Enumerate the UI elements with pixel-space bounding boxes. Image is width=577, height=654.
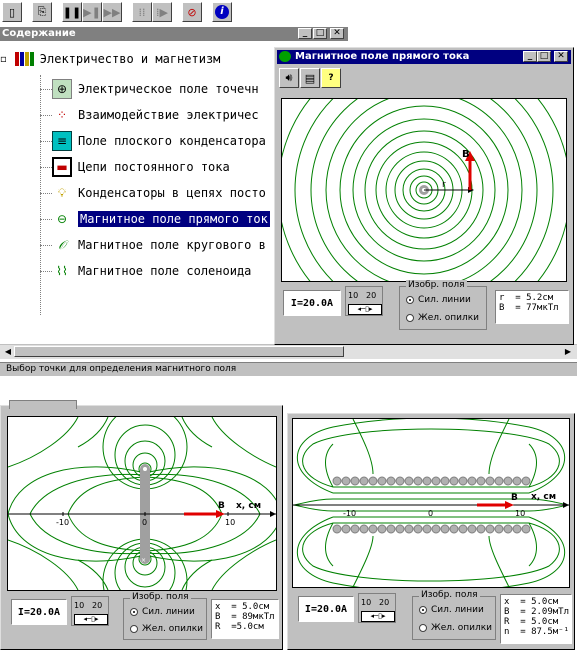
loop-current-display: I=20.0A [11,599,67,625]
readout-b: B = 77мкТл [499,303,559,313]
solenoid-icon: ⌇⌇ [56,264,68,278]
slider-max-label: 20 [366,291,377,300]
tree-item-capacitor-field[interactable] [40,128,266,154]
group-title: Изобр. поля [421,590,478,600]
point-charge-icon: ⊕ [52,79,72,99]
slider-min-label: 10 [74,601,85,610]
tree-root[interactable] [0,49,220,69]
bulb-icon: 💡︎ [57,185,67,200]
pause-icon[interactable]: ❚❚ [62,2,82,22]
loop-window [0,405,283,650]
contents-close-button[interactable]: ✕ [330,28,344,39]
axis-label: x, см [531,492,557,502]
readout-x: x = 5.0см [215,602,270,612]
loop-field-svg[interactable] [8,417,276,590]
radio-lines[interactable] [419,605,484,615]
radio-lines[interactable] [406,295,471,305]
solenoid-field-svg[interactable] [293,419,569,587]
contents-titlebar [0,27,348,41]
capacitor-icon: ≡ [52,131,72,151]
readout-R: R = 5.0см [504,617,559,627]
x-axis-arrow [270,511,276,517]
radius-label: r [442,180,446,190]
wire-field-canvas[interactable] [281,98,567,282]
toolbar [0,0,577,26]
solenoid-readout [500,594,572,644]
step-icon[interactable]: ▶❚ [82,2,102,22]
solenoid-field-mode-group [412,590,496,640]
tree-item-label: Электрическое поле точечн [78,82,259,96]
scroll-left-button[interactable]: ◀ [4,347,12,356]
readout-b: B = 89мкТл [215,612,275,622]
solenoid-current-slider[interactable] [358,593,396,623]
axis-label: x, см [236,501,262,511]
tree-item-straight-wire[interactable] [40,206,270,232]
svg-text:×: × [141,557,147,564]
solenoid-coils-bottom [333,525,530,533]
status-bar [0,362,577,376]
book-icon[interactable]: ⎘ [32,2,52,22]
tree-item-circular-loop[interactable] [40,232,266,258]
tree-item-label: Магнитное поле соленоида [78,264,252,278]
tick-zero: 0 [142,518,148,527]
radio-lines[interactable] [130,607,195,617]
slider-track[interactable]: ◂─▯▸ [361,611,395,622]
contents-minimize-button[interactable]: _ [298,28,312,39]
radio-lines-label: Сил. линии [142,607,195,617]
radio-filings[interactable] [419,623,492,633]
loop-b-label: B [218,501,225,511]
tree-item-label: Магнитное поле кругового в [78,238,266,252]
wire-field-mode-group [399,280,487,330]
tree-item-dc-circuits[interactable] [40,154,230,180]
charges-icon: ⁘ [56,108,68,122]
radio-filings[interactable] [130,624,203,634]
tick-zero: 0 [428,509,434,518]
loop-current-slider[interactable] [71,596,109,626]
status-text: Выбор точки для определения магнитного поля [6,364,237,374]
slider-track[interactable]: ◂─▯▸ [74,614,108,625]
tree-item-charge-interaction[interactable] [40,102,259,128]
fast-forward-icon[interactable]: ▶▶ [102,2,122,22]
tree-item-point-charge[interactable] [40,76,259,102]
readout-R: R =5.0см [215,622,264,632]
notes-icon[interactable]: ▤ [300,68,320,88]
tick-pos: 10 [225,518,236,527]
tree-root-label: Электричество и магнетизм [39,52,221,66]
step-back-icon[interactable]: ⁞⁞ [132,2,152,22]
radio-filings-label: Жел. опилки [418,313,479,323]
tree-item-capacitor-circuits[interactable] [40,180,266,206]
scroll-right-button[interactable]: ▶ [564,347,572,356]
solenoid-window [287,413,575,650]
wire-field-svg[interactable] [282,99,566,281]
loop-tabs [9,400,77,409]
wire-window-title: Магнитное поле прямого тока [295,51,470,62]
solenoid-coils-top [333,477,530,485]
tick-neg: -10 [343,509,357,518]
wire-current-slider[interactable] [345,286,383,316]
slider-max-label: 20 [92,601,103,610]
wire-maximize-button[interactable]: □ [537,51,551,62]
loop-icon: 𝒪 [58,237,66,252]
group-title: Изобр. поля [132,592,189,602]
help-icon[interactable]: ? [321,68,341,88]
contents-title: Содержание [2,28,76,39]
contents-maximize-button[interactable]: □ [313,28,327,39]
radio-lines-label: Сил. линии [418,295,471,305]
tick-pos: 10 [515,509,526,518]
slider-track[interactable]: ◂─▯▸ [348,304,382,315]
readout-x: x = 5.0см [504,597,559,607]
solenoid-current-display: I=20.0A [298,596,354,622]
tree-item-solenoid[interactable] [40,258,251,284]
step-fwd-icon[interactable]: ⁞▶ [152,2,172,22]
loop-field-canvas[interactable] [7,416,277,591]
horizontal-scrollbar[interactable] [0,344,577,359]
solenoid-field-canvas[interactable] [292,418,570,588]
wire-field-icon: ⊖ [56,212,68,226]
readout-b: B = 2.09мТл [504,607,570,617]
loop-field-mode-group [123,592,207,640]
scroll-thumb[interactable] [14,346,344,357]
slider-min-label: 10 [361,598,372,607]
tree-item-label: Конденсаторы в цепях посто [78,186,266,200]
tree-item-label: Взаимодействие электричес [78,108,259,122]
tree-item-label: Цепи постоянного тока [78,160,230,174]
sound-icon[interactable]: 🔊︎ [279,68,299,88]
circuit-icon: ▬ [52,157,72,177]
wire-readout [495,290,569,324]
wire-window [274,47,574,345]
info-icon[interactable]: i [212,2,232,22]
magnet-icon [279,51,291,62]
b-vector-label: B [462,149,470,160]
radio-lines-label: Сил. линии [431,605,484,615]
slider-max-label: 20 [379,598,390,607]
books-icon [15,52,34,66]
wire-minimize-button[interactable]: _ [523,51,537,62]
readout-r: r = 5.2см [499,293,554,303]
slider-min-label: 10 [348,291,359,300]
doc-icon[interactable]: ▯ [2,2,22,22]
readout-n: n = 87.5м⁻¹ [504,627,570,637]
loop-readout [211,599,279,639]
tree-item-label: Поле плоского конденсатора [78,134,266,148]
radio-filings[interactable] [406,313,479,323]
x-axis-arrow [563,502,569,508]
solenoid-b-label: B [511,493,518,503]
tick-neg: -10 [56,518,70,527]
group-title: Изобр. поля [408,280,465,290]
wire-current-display: I=20.0A [283,290,341,316]
sound-off-icon[interactable]: ⊘ [182,2,202,22]
wire-close-button[interactable]: ✕ [554,51,568,62]
radio-filings-label: Жел. опилки [142,624,203,634]
tree-item-label-selected: Магнитное поле прямого ток [80,212,268,226]
radio-filings-label: Жел. опилки [431,623,492,633]
expand-icon[interactable]: ▫ [0,53,7,65]
